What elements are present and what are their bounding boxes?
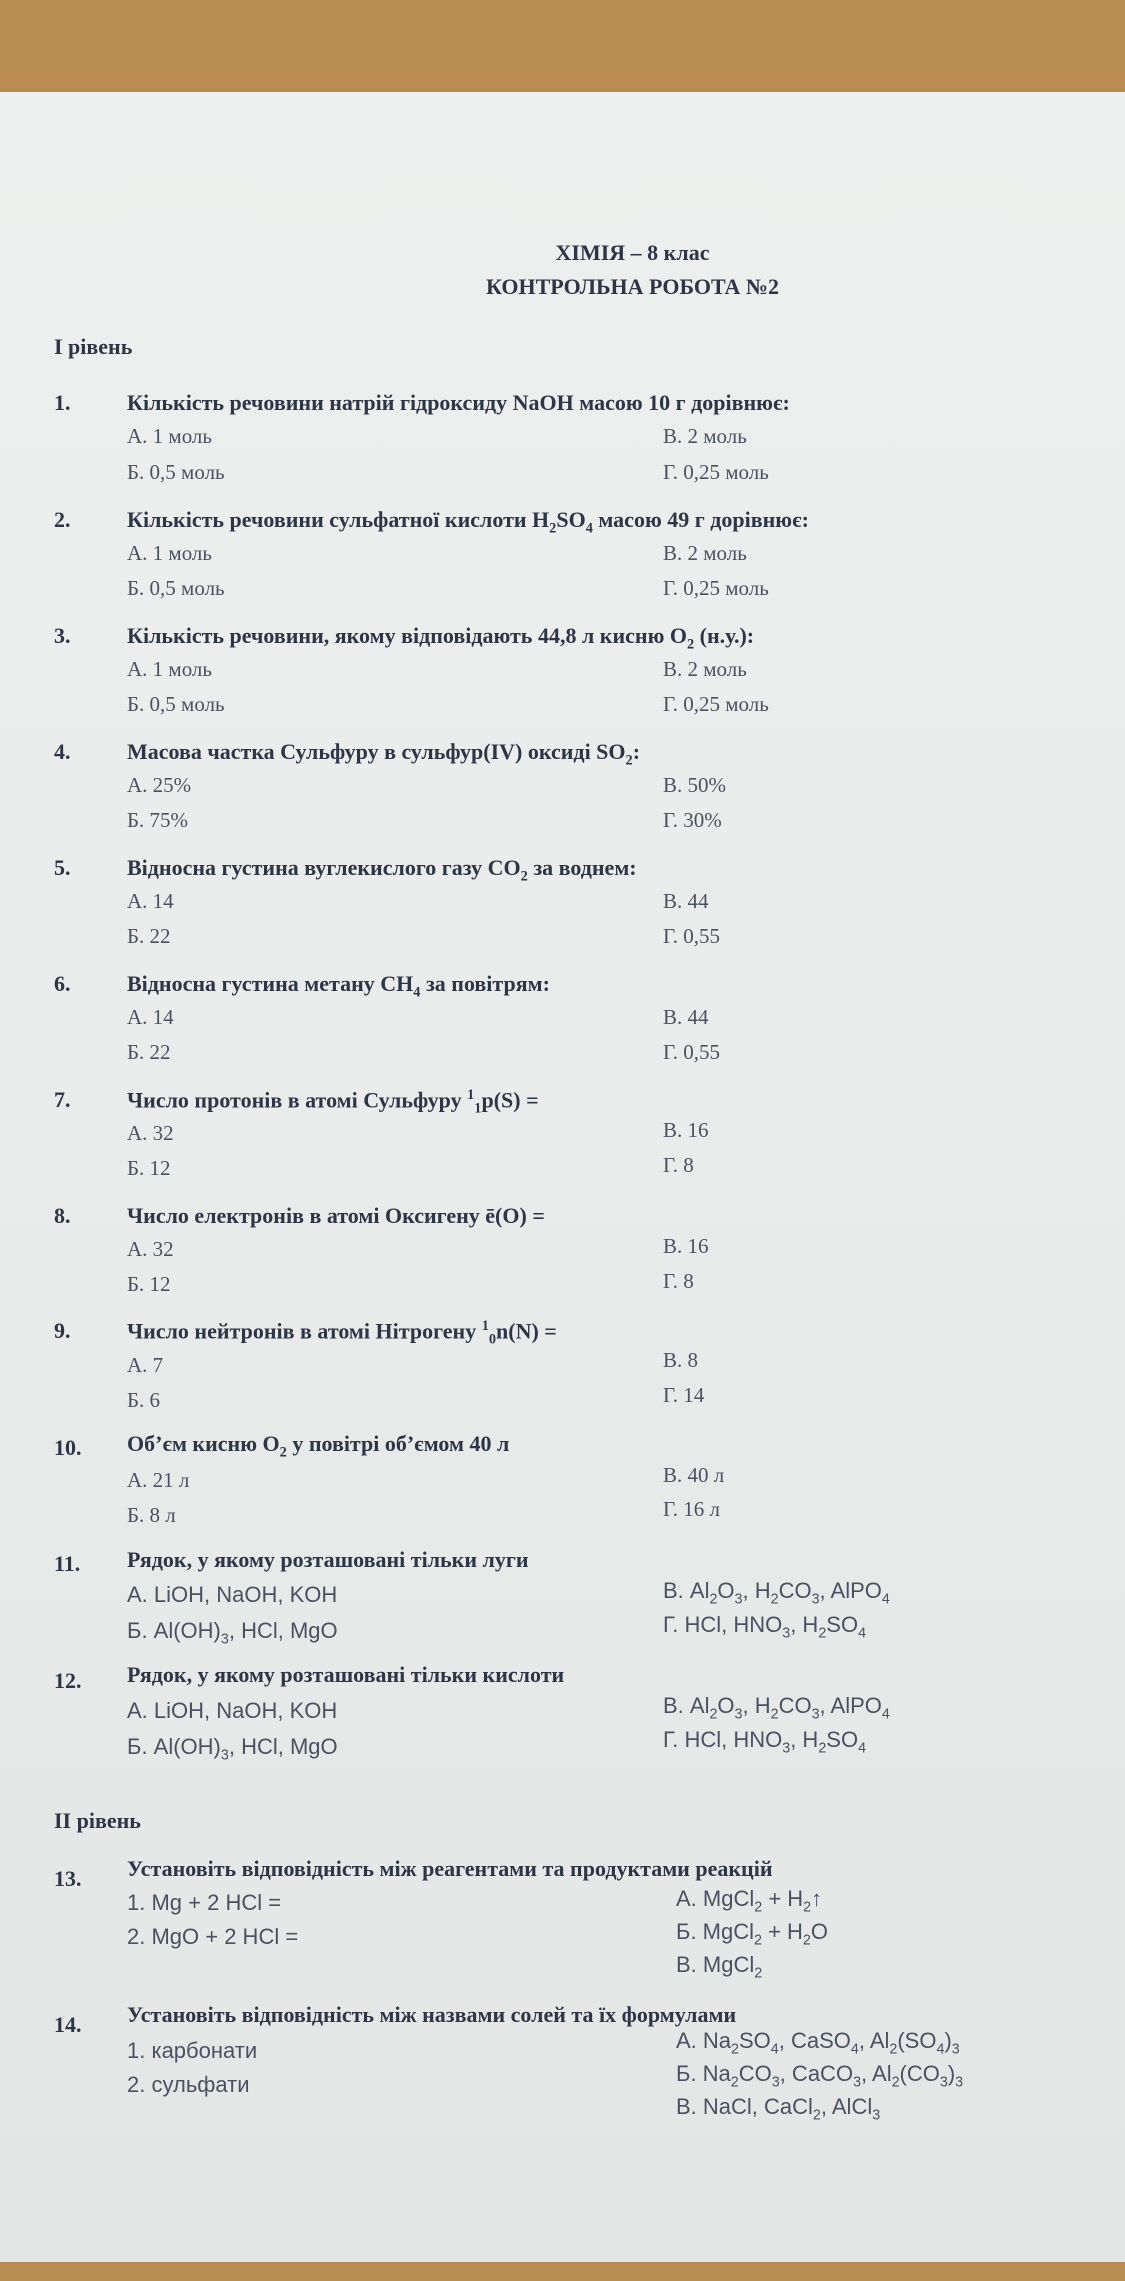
option-g: Г. 0,55 <box>663 1040 721 1064</box>
question-number: 12. <box>54 1668 82 1693</box>
option-v: В. 2 моль <box>663 657 747 681</box>
question-number: 5. <box>54 855 71 880</box>
option-a: А. 1 моль <box>127 657 212 681</box>
option-b: Б. 22 <box>127 924 171 948</box>
option-v: В. 44 <box>663 1005 709 1029</box>
option-g: Г. 16 л <box>663 1497 721 1521</box>
option-g: Г. 0,25 моль <box>663 576 769 600</box>
question-number: 13. <box>54 1866 82 1891</box>
option-b: Б. 0,5 моль <box>127 576 225 600</box>
option-b: Б. 22 <box>127 1040 171 1064</box>
question-text: Число протонів в атомі Сульфуру $^1_1$p(S) = <box>127 1087 539 1117</box>
option-v: В. 16 <box>663 1118 709 1142</box>
question-number: 3. <box>54 623 71 648</box>
question-text: Число електронів в атомі Оксигену ē(O) = <box>127 1203 545 1228</box>
test-title: КОНТРОЛЬНА РОБОТА №2 <box>485 274 780 299</box>
product-a: А. MgCl$_2$ + $H_2↑$ <box>676 1886 823 1916</box>
option-g: Г. HCl, $HNO_3$, $H_2SO_4$ <box>663 1727 867 1757</box>
option-g: Г. 30% <box>663 808 722 832</box>
option-b: Б. 12 <box>127 1156 171 1180</box>
question-text: Відносна густина вуглекислого газу $CO_2$ за воднем: <box>127 855 637 885</box>
reagent-1: 1. Mg + 2 HCl = <box>127 1890 282 1915</box>
option-v: В. 16 <box>663 1234 709 1258</box>
question-number: 4. <box>54 739 71 764</box>
question-number: 11. <box>54 1551 81 1576</box>
question-text: Рядок, у якому розташовані тільки кислоти <box>127 1662 565 1687</box>
option-b: Б. 8 л <box>127 1503 176 1527</box>
option-a: А. 1 моль <box>127 424 212 448</box>
option-a: А. 14 <box>127 1005 174 1029</box>
option-g: Г. HCl, $HNO_3$, $H_2SO_4$ <box>663 1612 867 1642</box>
option-v: В. $Al_2O_3$, $H_2CO_3$, AlPO$_4$ <box>663 1578 890 1608</box>
question-text: Масова частка Сульфуру в сульфур(IV) оксиді $SO_2$: <box>127 739 641 769</box>
option-b: Б. 12 <box>127 1272 171 1296</box>
reagent-2: 2. MgO + 2 HCl = <box>127 1924 299 1949</box>
option-b: Б. 75% <box>127 808 189 832</box>
option-a: А. 7 <box>127 1353 164 1377</box>
question-text: Кількість речовини натрій гідроксиду NaOH масою 10 г дорівнює: <box>127 390 790 415</box>
question-text: Кількість речовини сульфатної кислоти $H_2SO_4$ масою 49 г дорівнює: <box>127 507 809 537</box>
product-b: Б. MgCl$_2$ + $H_2O$ <box>676 1919 828 1949</box>
salt-class-2: 2. сульфати <box>127 2072 250 2097</box>
option-v: В. 40 л <box>663 1463 725 1487</box>
option-b: Б. $Al(OH)_3$, HCl, MgO <box>127 1618 338 1648</box>
option-a: А. 25% <box>127 773 192 797</box>
option-a: А. 32 <box>127 1237 174 1261</box>
formula-a: А. $Na_2SO_4$, CaSO$_4$, $Al_2(SO_4)_3$ <box>676 2028 960 2058</box>
question-number: 2. <box>54 507 71 532</box>
option-g: Г. 14 <box>663 1383 705 1407</box>
subject-title: ХІМІЯ – 8 клас <box>555 240 710 265</box>
option-b: Б. 0,5 моль <box>127 460 225 484</box>
option-a: А. 32 <box>127 1121 174 1145</box>
option-g: Г. 0,55 <box>663 924 721 948</box>
question-text: Кількість речовини, якому відповідають 44,8 л кисню $O_2$ (н.у.): <box>127 623 755 653</box>
salt-class-1: 1. карбонати <box>127 2038 258 2063</box>
level-2-heading: ІІ рівень <box>54 1808 141 1833</box>
question-number: 10. <box>54 1435 82 1460</box>
question-text: Установіть відповідність між назвами солей та їх формулами <box>127 2002 737 2027</box>
option-g: Г. 0,25 моль <box>663 692 769 716</box>
product-v: В. MgCl$_2$ <box>676 1952 763 1982</box>
question-number: 7. <box>54 1087 71 1112</box>
option-b: Б. 0,5 моль <box>127 692 225 716</box>
option-b: Б. $Al(OH)_3$, HCl, MgO <box>127 1734 338 1764</box>
formula-v: В. NaCl, CaCl$_2$, AlCl$_3$ <box>676 2094 881 2124</box>
option-v: В. 2 моль <box>663 541 747 565</box>
option-a: А. 1 моль <box>127 541 212 565</box>
option-a: А. LiOH, NaOH, KOH <box>127 1582 338 1607</box>
question-number: 14. <box>54 2012 82 2037</box>
option-v: В. 44 <box>663 889 709 913</box>
option-a: А. 14 <box>127 889 174 913</box>
question-text: Рядок, у якому розташовані тільки луги <box>127 1547 529 1572</box>
option-v: В. 2 моль <box>663 424 747 448</box>
question-number: 8. <box>54 1203 71 1228</box>
question-text: Відносна густина метану $CH_4$ за повітрям: <box>127 971 550 1001</box>
question-number: 1. <box>54 390 71 415</box>
option-b: Б. 6 <box>127 1388 161 1412</box>
level-1-heading: І рівень <box>54 334 133 359</box>
question-text: Установіть відповідність між реагентами та продуктами реакцій <box>127 1856 773 1881</box>
option-g: Г. 0,25 моль <box>663 460 769 484</box>
formula-b: Б. $Na_2CO_3$, CaCO$_3$, $Al_2(CO_3)_3$ <box>676 2061 964 2091</box>
question-text: Число нейтронів в атомі Нітрогену $^1_0$n(N) = <box>127 1318 557 1348</box>
option-a: А. LiOH, NaOH, KOH <box>127 1698 338 1723</box>
option-v: В. $Al_2O_3$, $H_2CO_3$, AlPO$_4$ <box>663 1693 890 1723</box>
option-g: Г. 8 <box>663 1269 694 1293</box>
question-text: Об’єм кисню $O_2$ у повітрі об’ємом 40 л <box>127 1431 510 1461</box>
question-number: 9. <box>54 1318 71 1343</box>
option-v: В. 8 <box>663 1348 699 1372</box>
option-g: Г. 8 <box>663 1153 694 1177</box>
option-a: А. 21 л <box>127 1468 190 1492</box>
option-v: В. 50% <box>663 773 726 797</box>
question-number: 6. <box>54 971 71 996</box>
